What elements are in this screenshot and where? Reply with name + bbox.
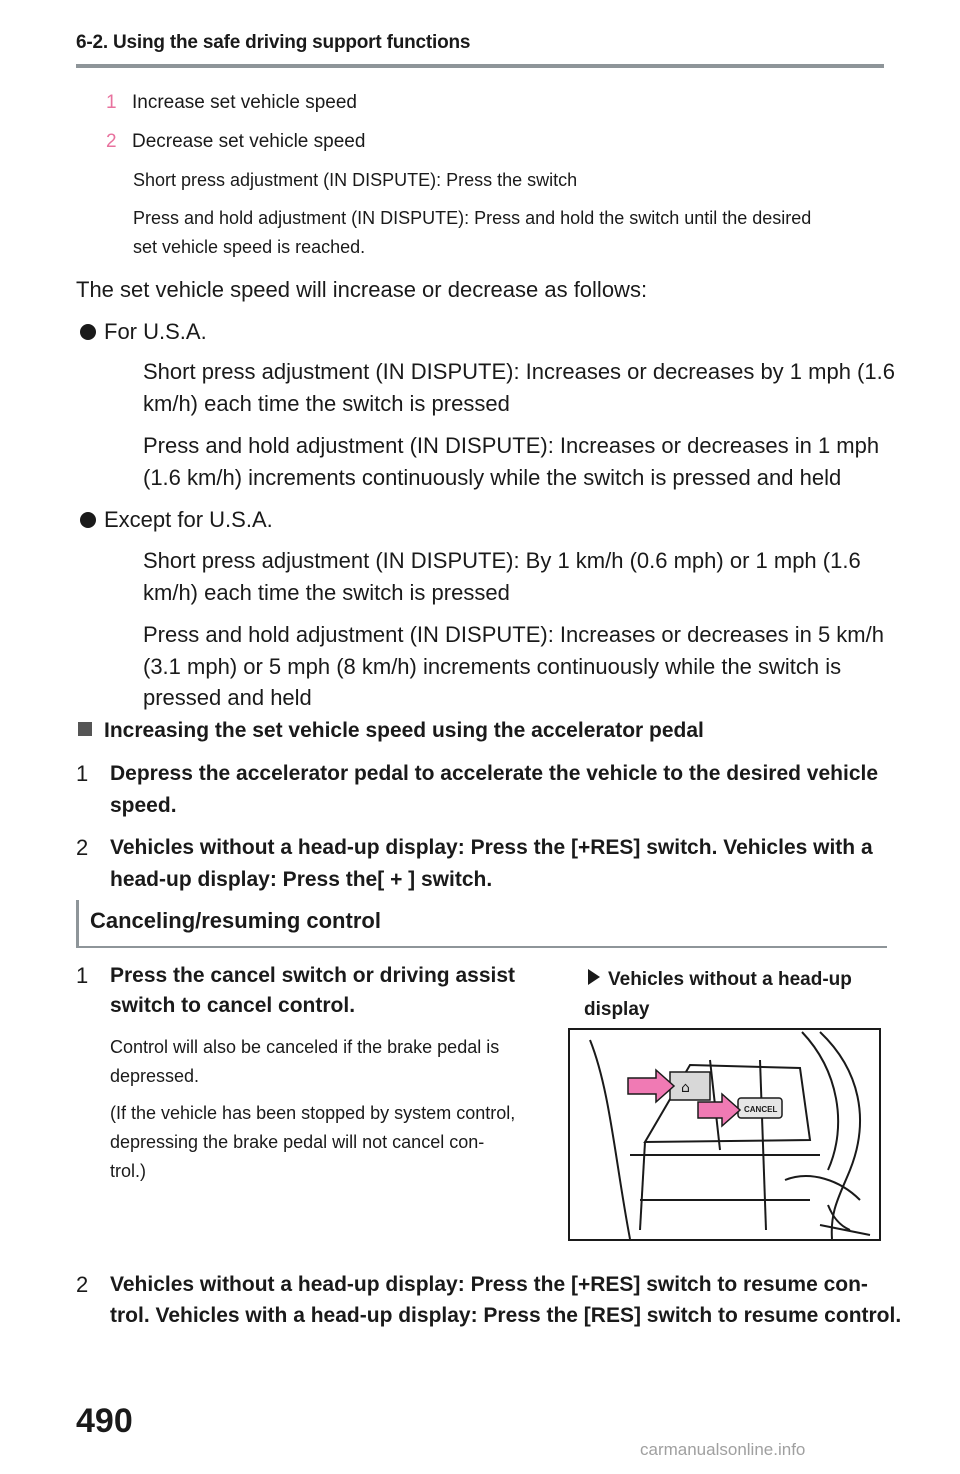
figure-caption-line: Vehicles without a head-up [608, 969, 852, 990]
step-number: 1 [76, 963, 89, 988]
step-line: Vehicles without a head-up display: Press the [+RES] switch. Vehicles with a [110, 836, 873, 859]
bullet-usa [80, 316, 207, 348]
square-bullet-icon [78, 722, 92, 736]
step-number: 1 [76, 761, 89, 786]
page-number: 490 [76, 1402, 133, 1440]
note-line: trol.) [110, 1161, 146, 1181]
body-line: Short press adjustment (IN DISPUTE): Increases or decreases by 1 mph (1.6 [143, 359, 895, 384]
subsection-heading-text: Increasing the set vehicle speed using the accelerator pedal [104, 719, 704, 742]
step-line: speed. [110, 794, 177, 817]
list-item [106, 127, 365, 156]
body-line: km/h) each time the switch is pressed [143, 391, 510, 416]
note-line: Press and hold adjustment (IN DISPUTE): Press and hold the switch until the desired [133, 208, 812, 228]
body-line: km/h) each time the switch is pressed [143, 580, 510, 605]
step-line: Vehicles without a head-up display: Press the [+RES] switch to resume con- [110, 1273, 868, 1296]
intro-paragraph: The set vehicle speed will increase or decrease as follows: [76, 277, 648, 302]
note-line: depressed. [110, 1066, 200, 1086]
bullet-icon [80, 324, 96, 340]
section-title: Canceling/resuming control [90, 908, 381, 933]
list-item [106, 88, 357, 117]
body-line: Short press adjustment (IN DISPUTE): By 1 km/h (0.6 mph) or 1 mph (1.6 [143, 548, 861, 573]
note-line: (If the vehicle has been stopped by system control, [110, 1103, 516, 1123]
svg-text:⌂: ⌂ [681, 1080, 690, 1096]
note-line: depressing the brake pedal will not cancel con- [110, 1132, 485, 1152]
figure-caption [588, 966, 852, 994]
steering-switch-illustration [568, 1028, 881, 1241]
figure-caption-line: display [584, 999, 650, 1020]
pointer-arrow-icon [628, 1070, 674, 1102]
running-header: 6-2. Using the safe driving support functions [76, 32, 471, 53]
step-number: 2 [76, 1272, 89, 1297]
triangle-bullet-icon [588, 969, 600, 985]
step-line: head-up display: Press the[ + ] switch. [110, 868, 493, 891]
watermark: carmanualsonline.info [640, 1440, 806, 1459]
body-line: Press and hold adjustment (IN DISPUTE): Increases or decreases in 5 km/h [143, 622, 884, 647]
note-line: set vehicle speed is reached. [133, 237, 366, 257]
bullet-heading: For U.S.A. [104, 319, 207, 344]
bullet-except-usa [80, 504, 273, 536]
subsection-heading [78, 715, 704, 747]
assist-switch [670, 1072, 710, 1100]
step-number: 2 [76, 835, 89, 860]
step-line: Press the cancel switch or driving assist [110, 964, 515, 987]
list-text: Increase set vehicle speed [132, 92, 357, 113]
body-line: pressed and held [143, 685, 312, 710]
body-line: (3.1 mph) or 5 mph (8 km/h) increments continuously while the switch is [143, 654, 842, 679]
body-line: Press and hold adjustment (IN DISPUTE): Increases or decreases in 1 mph [143, 433, 880, 458]
bullet-icon [80, 512, 96, 528]
step-line: Depress the accelerator pedal to accelerate the vehicle to the desired vehicle [110, 762, 879, 785]
step-line: trol. Vehicles with a head-up display: Press the [RES] switch to resume control. [110, 1304, 902, 1327]
step-line: switch to cancel control. [110, 994, 356, 1017]
note-line: Short press adjustment (IN DISPUTE): Press the switch [133, 170, 578, 190]
bullet-heading: Except for U.S.A. [104, 507, 273, 532]
steering-wheel-switch-image [570, 1030, 879, 1239]
list-number: 2 [106, 131, 117, 152]
body-line: (1.6 km/h) increments continuously while the switch is pressed and held [143, 465, 842, 490]
list-text: Decrease set vehicle speed [132, 131, 366, 152]
header-rule [76, 64, 884, 68]
cancel-switch-label: CANCEL [744, 1105, 778, 1114]
list-number: 1 [106, 92, 117, 113]
note-line: Control will also be canceled if the brake pedal is [110, 1037, 500, 1057]
